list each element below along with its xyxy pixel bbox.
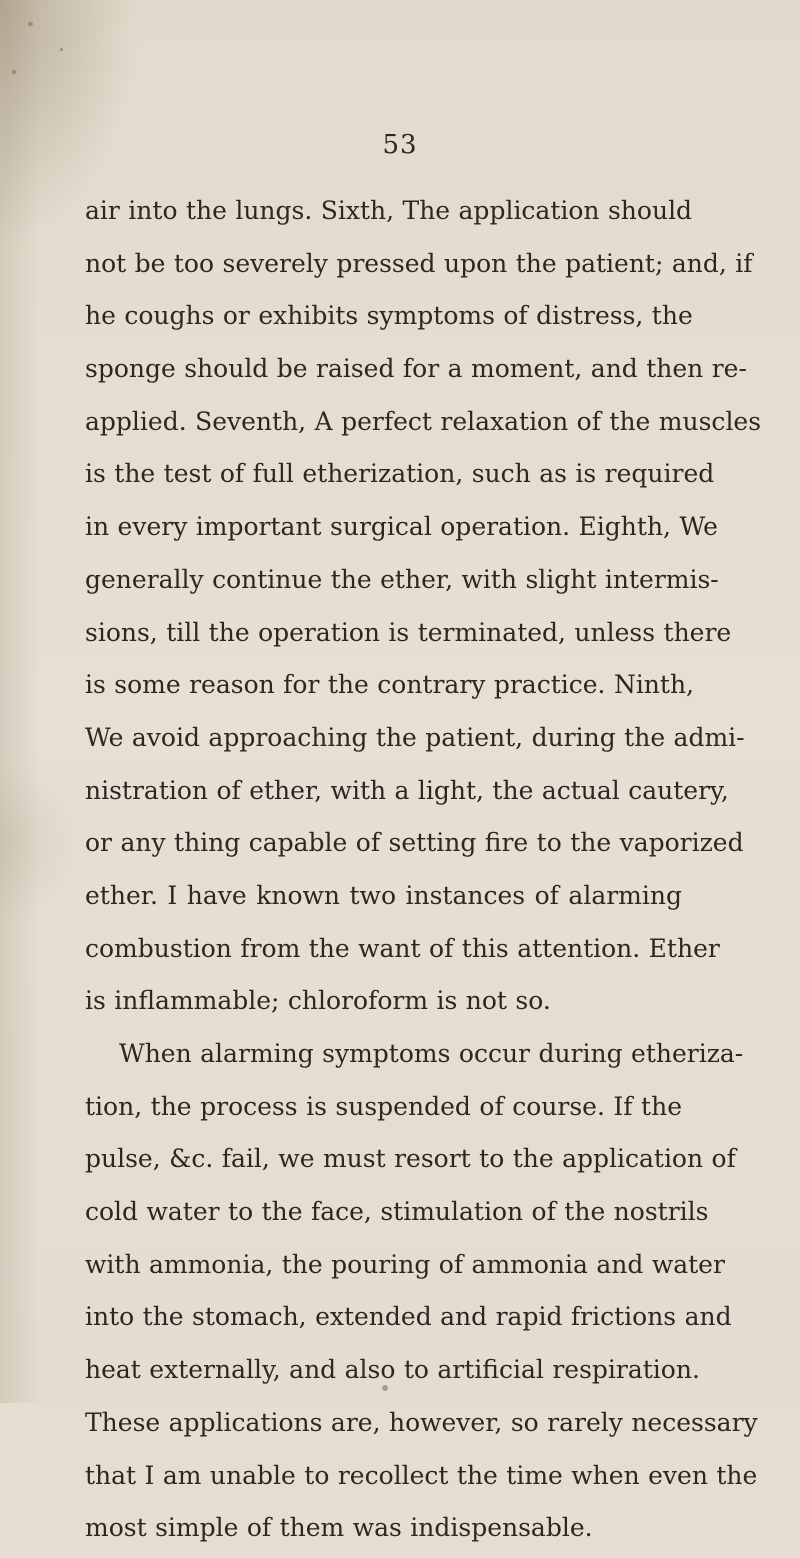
text-line: with ammonia, the pouring of ammonia and water (85, 1249, 725, 1279)
text-line: in every important surgical operation. Eighth, We (85, 512, 718, 542)
text-line: is inflammable; chloroform is not so. (85, 986, 551, 1016)
text-line: generally continue the ether, with slight intermis- (85, 564, 719, 594)
text-line: heat externally, and also to artificial respiration. (85, 1355, 700, 1385)
text-line: These applications are, however, so rarely necessary (85, 1407, 758, 1437)
text-line: cold water to the face, stimulation of the nostrils (85, 1197, 709, 1227)
text-line: is some reason for the contrary practice. Ninth, (85, 670, 695, 700)
text-line: is the test of full etherization, such as is required (85, 459, 715, 489)
text-line: When alarming symptoms occur during etheriza- (119, 1039, 744, 1068)
page-number: 53 (382, 130, 418, 160)
paper-speck (28, 22, 33, 26)
text-line: pulse, &c. fail, we must resort to the application of (85, 1144, 736, 1174)
paper-speck (12, 70, 16, 74)
text-line: tion, the process is suspended of course. If the (85, 1091, 682, 1121)
text-line: he coughs or exhibits symptoms of distress, the (85, 301, 693, 331)
text-line: We avoid approaching the patient, during the admi- (85, 722, 745, 752)
text-line: combustion from the want of this attention. Ether (85, 933, 720, 963)
paper-speck (382, 1385, 388, 1391)
text-line: not be too severely pressed upon the patient; and, if (85, 248, 753, 278)
text-line: or any thing capable of setting fire to the vaporized (85, 828, 744, 858)
text-line: nistration of ether, with a light, the actual cautery, (85, 775, 729, 805)
text-line: into the stomach, extended and rapid frictions and (85, 1302, 732, 1332)
body-text (85, 188, 762, 1558)
text-line: that I am unable to recollect the time when even the (85, 1460, 758, 1490)
text-line: sponge should be raised for a moment, and then re- (85, 354, 747, 384)
paper-speck (60, 48, 63, 51)
text-line: sions, till the operation is terminated, unless there (85, 617, 732, 647)
text-line: applied. Seventh, A perfect relaxation of the muscles (85, 406, 762, 436)
text-line: most simple of them was indispensable. (85, 1513, 593, 1543)
text-line: ether. I have known two instances of alarming (85, 880, 682, 910)
text-line: air into the lungs. Sixth, The application should (85, 196, 693, 225)
